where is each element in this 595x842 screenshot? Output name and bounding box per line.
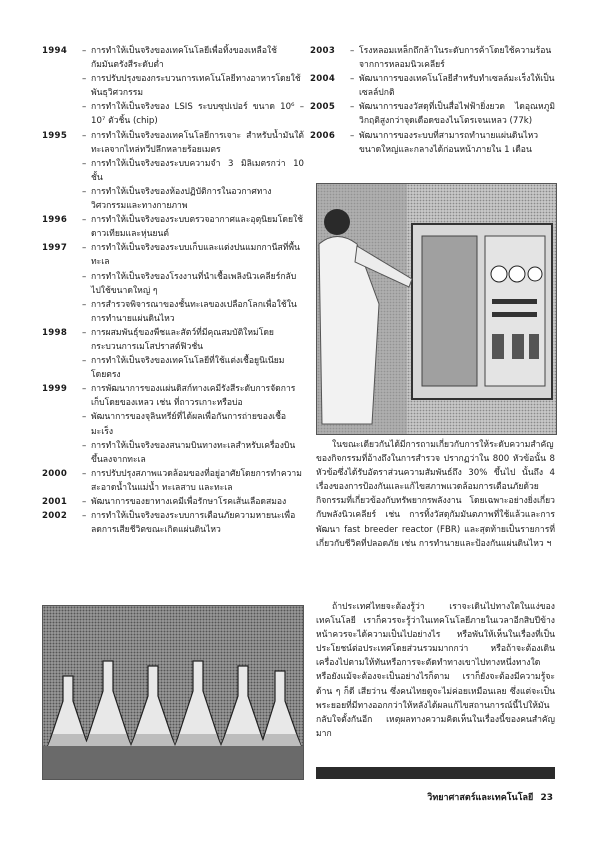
timeline-item: – การทำให้เป็นจริงของโรงงานที่นำเชื้อเพลิงนิวเคลียร์กลับไปใช้ขนาดใหญ่ ๆ [82,270,304,298]
timeline-right [310,44,555,157]
timeline-year: 2006 [310,130,336,141]
timeline-item: – การทำให้เป็นจริงของสนามบินทางทะเลสำหรับเครื่องบินขึ้นลงจากทะเล [82,439,304,467]
timeline-item: – การทำให้เป็นจริงของห้องปฏิบัติการในอวกาศทางวิศวกรรมและทางกายภาพ [82,185,304,213]
timeline-item: – พัฒนาการของวัสดุที่เป็นสื่อไฟฟ้ายิ่งยวด ไดอุณหภูมิวิกฤติสูงกว่าจุดเดือดของไนโตรเจนเหลว (77k) [350,100,555,128]
timeline-item: – การทำให้เป็นจริงของระบบการเตือนภัยความหายนะเพื่อลดการเสียชีวิตขณะเกิดแผ่นดินไหว [82,509,304,537]
timeline-entry [42,129,304,214]
timeline-year: 1997 [42,243,68,254]
timeline-entry [310,100,555,128]
timeline-items [350,129,555,157]
timeline-entry [310,72,555,100]
timeline-year: 2003 [310,46,336,56]
body-paragraph-2: ถ้าประเทศไทยจะต้องรู้ว่า เราจะเดินไปทางใดในแง่ของเทคโนโลยี เราก็ควรจะรู้ว่าในเทคโนโลยีภายในเวลาอีกสิบปีข้างหน้าควรจะได้ความเป็นไปอย่างไร หรือพันให้เห็นในเรื่องที่เป็นประโยชน์ต่อประเทศโดยส่วนรวมมากกว่า หรือถ้าจะต้องเดินเครื่องไปตามให้ทันหรือการจะตัดทำทางเขาไปทางหนึ่งทางใด หรือยังแม้จะต้องจะเป็นอย่างไรก็ตาม เราก็ยังจะต้องมีความรู้จะด้าน ๆ ก็ดี เสียว่าน ซึ่งคนไทยดูจะไม่ค่อยเหมือนเลย ซึ่งแต่จะเป็นพระยอยที่มีทางออกกว่าให้หลังได้ผลแก้ไขสถานการณ์นี้ไปให้มันกลับใจตั้งกันอีก เหตุผลทางความคิดเห็นในเรื่องนี้ของคนสำคัญมาก [316,602,555,739]
timeline-entry [310,129,555,157]
timeline-items [82,241,304,326]
timeline-item: – การพัฒนาการของแผ่นดิสก์ทางเคมีรังสีระดับการจัดการเก็บโดยของเหลว เช่น ที่ถาวรเกาะหรือบ่อ [82,382,304,410]
timeline-entry [310,44,555,72]
timeline-year: 1998 [42,327,68,338]
timeline-year: 2005 [310,102,336,113]
timeline-year: 1996 [42,215,68,226]
timeline-item: – การทำให้เป็นจริงของระบบความจำ 3 มิลิเมตรกว่า 10 ชั้น [82,157,304,185]
timeline-items [82,213,304,241]
timeline-year: 2002 [42,511,68,522]
flasks-illustration [43,606,303,779]
timeline-entry [42,467,304,495]
timeline-entry [42,495,304,509]
timeline-items [82,495,304,509]
timeline-items [82,382,304,467]
timeline-entry [42,44,304,129]
lab-equipment-photo [316,183,557,435]
timeline-year: 1999 [42,384,68,395]
journal-title: วิทยาศาสตร์และเทคโนโลยี [427,793,534,803]
timeline-item: – การทำให้เป็นจริงของ LSIS ระบบซุปเปอร์ ขนาด 10⁶ – 10⁷ ตัวชิ้น (chip) [82,100,304,128]
timeline-year: 2001 [42,497,68,507]
timeline-item: – การทำให้เป็นจริงของระบบตรวจอากาศและอุตุนิยมโดยใช้ดาวเทียมและหุ่นยนต์ [82,213,304,241]
timeline-items [350,44,555,72]
timeline-item: – การปรับปรุงของกระบวนการเทคโนโลยีทางอาหารโดยใช้พันธุวิศวกรรม [82,72,304,100]
timeline-item: – โรงหลอมเหล็กถึกล้าในระดับการค้าโดยใช้ความร้อนจากการหลอมนิวเคลียร์ [350,44,555,72]
body-paragraph-1: ในขณะเดียวกันได้มีการถามเกี่ยวกับการให้ระดับความสำคัญของกิจกรรมที่อ้างถึงในการสำรวจ ปรากฏว่าใน 800 หัวข้อนั้น 8 หัวข้อซึ่งได้รับอัตราส่วนความสัมพันธ์ถึง 30% ขึ้นไป นั้นถึง 4 เรื่องของการป้องกันและแก้ไขสภาพแวดล้อมการเตือนภัยด้วยกิจกรรมที่เกี่ยวข้องกับทรัพยากรพลังงาน โดยเฉพาะอย่างยิ่งเกี่ยวกับพลังนิวเคลียร์ เช่น การทิ้งวัสดุกัมมันตภาพที่ใช้แล้วและการพัฒนา fast breeder reactor (FBR) และสุดท้ายเป็นรายการที่เกี่ยวกับชีวิตที่ปลอดภัย เช่น การทำนายและป้องกันแผ่นดินไหว ฯ [316,440,555,549]
timeline-year: 1994 [42,46,68,56]
flasks-photo [42,605,304,780]
lab-equipment-illustration [317,184,556,434]
timeline-item: – การทำให้เป็นจริงของเทคโนโลยีที่ใช้แต่งเชื้อยูนิเนียมโดยตรง [82,354,304,382]
timeline-item: – พัฒนาการของจุลินทรีย์ที่ได้ผลเพื่อกันการถ่ายของเชื้อมะเร็ง [82,410,304,438]
timeline-left [42,44,304,537]
timeline-items [82,44,304,129]
timeline-item: – พัฒนาการของระบบที่สามารถทำนายแผ่นดินไหวขนาดใหญ่และกลางได้ก่อนหน้าภายใน 1 เดือน [350,129,555,157]
timeline-entry [42,382,304,467]
timeline-item: – การทำให้เป็นจริงของเทคโนโลยีการเจาะ สำหรับน้ำมันใต้ทะเลจากไหล่ทวีปลึกหลายร้อยเมตร [82,129,304,157]
timeline-items [82,467,304,495]
timeline-year: 1995 [42,130,68,141]
timeline-year: 2004 [310,74,336,85]
timeline-entry [42,509,304,537]
timeline-item: – การทำให้เป็นจริงของระบบเก็บและแต่งปนแมกกานีสที่พื้นทะเล [82,241,304,269]
timeline-items [350,100,555,128]
timeline-entry [42,326,304,382]
timeline-item: – พัฒนาการของเทคโนโลยีสำหรับทำเซลล์มะเร็งให้เป็นเซลล์ปกติ [350,72,555,100]
timeline-item: – การผสมพันธุ์ของพืชและสัตว์ที่มีคุณสมบัติใหม่โดยกระบวนการเมโสปราสต์ฟิวชั่น [82,326,304,354]
timeline-item: – พัฒนาการของยาทางเคมีเพื่อรักษาโรคเส้นเลือดสมอง [82,495,304,509]
timeline-item: – การสำรวจพิจารณาของชั้นทะเลของเปลือกโลกเพื่อใช้ในการทำนายแผ่นดินไหว [82,298,304,326]
timeline-item: – การทำให้เป็นจริงของเทคโนโลยีเพื่อทิ้งของเหลือใช้กัมมันตรังสีระดับต่ำ [82,44,304,72]
timeline-entry [42,213,304,241]
timeline-items [82,509,304,537]
timeline-entry [42,241,304,326]
timeline-items [82,326,304,382]
timeline-items [82,129,304,214]
page-footer [427,790,553,804]
page-number: 23 [540,793,553,803]
timeline-item: – การปรับปรุงสภาพแวดล้อมของที่อยู่อาศัยโดยการทำความสะอาดน้ำในแม่น้ำ ทะเลสาบ และทะเล [82,467,304,495]
timeline-items [350,72,555,100]
timeline-year: 2000 [42,468,68,479]
footer-rule [316,767,555,779]
